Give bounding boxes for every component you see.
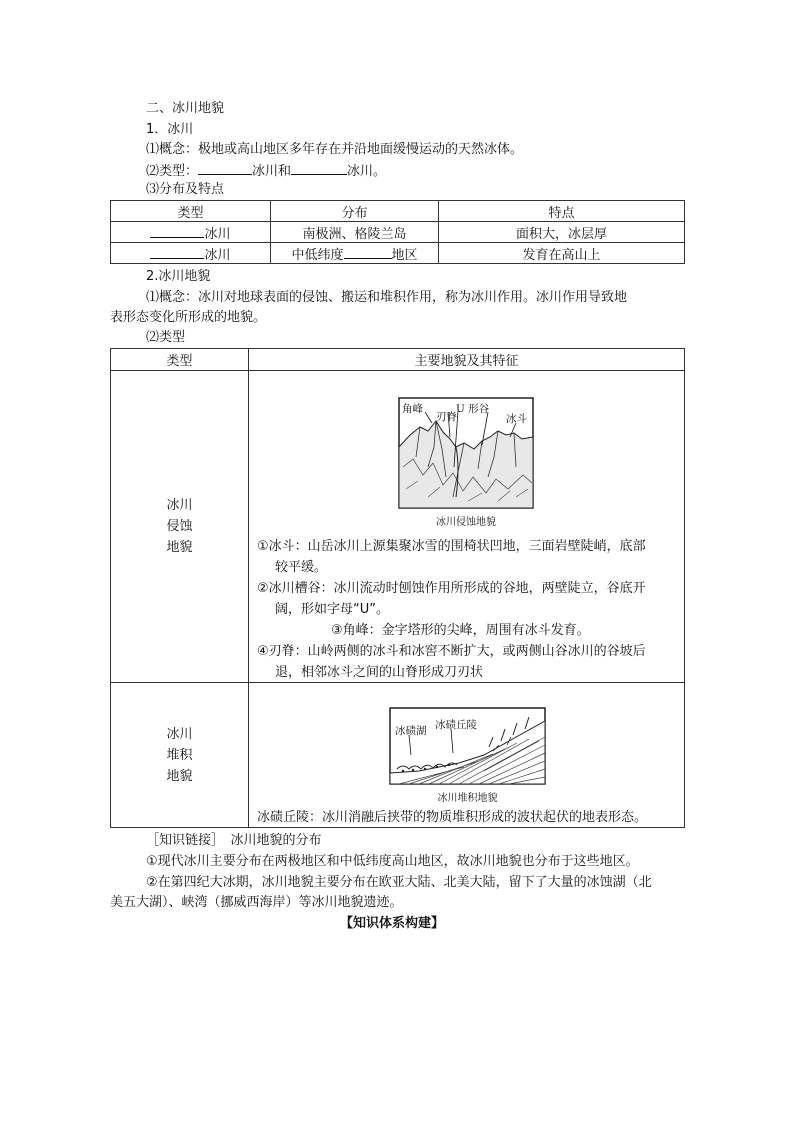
erosion-item: 阔，形如字母“U”。 bbox=[275, 602, 389, 617]
erosion-item: ④刃脊：山岭两侧的冰斗和冰窖不断扩大，或两侧山谷冰川的谷坡后 bbox=[257, 644, 646, 659]
erosion-item: ③角峰：金字塔形的尖峰，周围有冰斗发育。 bbox=[331, 623, 590, 638]
cell-type: 冰川 bbox=[204, 226, 231, 242]
cell-type: 冰川 bbox=[204, 247, 231, 263]
deposition-figure-caption: 冰川堆积地貌 bbox=[437, 793, 498, 804]
erosion-figure-caption: 冰川侵蚀地貌 bbox=[436, 517, 496, 528]
type-prefix: ⑵类型： bbox=[146, 164, 199, 179]
cell-feature: 面积大，冰层厚 bbox=[439, 222, 685, 243]
erosion-type-line: 冰川 bbox=[166, 498, 193, 513]
cell-distribution: 中低纬度 bbox=[291, 247, 344, 263]
fill-blank[interactable] bbox=[150, 245, 204, 259]
glacier-concept: ⑴概念：极地或高山地区多年存在并沿地面缓慢运动的天然冰体。 bbox=[146, 142, 524, 157]
col-header-feature: 特点 bbox=[439, 201, 685, 222]
fill-blank[interactable] bbox=[344, 245, 392, 259]
erosion-type-line: 地貌 bbox=[166, 540, 193, 555]
table-row bbox=[111, 222, 685, 243]
knowledge-link-title: ［知识链接］ 冰川地貌的分布 bbox=[146, 833, 322, 848]
cell-feature: 发育在高山上 bbox=[439, 243, 685, 264]
label-moraine-hills: 冰碛丘陵 bbox=[435, 719, 477, 731]
erosion-item: 退，相邻冰斗之间的山脊形成刀刃状 bbox=[275, 665, 484, 680]
cell-distribution: 南极洲、格陵兰岛 bbox=[271, 222, 439, 243]
col-header-distribution: 分布 bbox=[271, 201, 439, 222]
col-header-landform: 主要地貌及其特征 bbox=[249, 349, 685, 371]
knowledge-system-heading: 【知识体系构建】 bbox=[340, 916, 445, 931]
type-mid: 冰川和 bbox=[252, 164, 292, 179]
fill-blank[interactable] bbox=[291, 161, 347, 175]
fill-blank[interactable] bbox=[198, 161, 252, 175]
distribution-title: ⑶分布及特点 bbox=[146, 182, 225, 197]
deposition-type-line: 地貌 bbox=[166, 768, 193, 784]
label-u-valley: U 形谷 bbox=[456, 403, 490, 415]
fill-blank[interactable] bbox=[150, 224, 204, 238]
knowledge-link-p2-line2: 美五大湖）、峡湾（挪威西海岸）等冰川地貌遗迹。 bbox=[110, 895, 403, 910]
col-header-type: 类型 bbox=[111, 349, 249, 371]
deposition-type-line: 冰川 bbox=[166, 726, 193, 742]
cell-distribution-suffix: 地区 bbox=[391, 247, 418, 263]
landform-concept-line2: 表形态变化所形成的地貌。 bbox=[110, 310, 267, 325]
landform-type-title: ⑵类型 bbox=[146, 330, 186, 345]
subsection-title: 2.冰川地貌 bbox=[146, 269, 211, 284]
label-arete: 刃脊 bbox=[436, 411, 457, 423]
erosion-item: ①冰斗：山岳冰川上源集聚冰雪的围椅状凹地，三面岩壁陡峭，底部 bbox=[257, 539, 646, 554]
knowledge-link-p2-line1: ②在第四纪大冰期，冰川地貌主要分布在欧亚大陆、北美大陆，留下了大量的冰蚀湖（北 bbox=[146, 875, 652, 890]
label-cirque: 冰斗 bbox=[506, 413, 527, 425]
subsection-title: 1．冰川 bbox=[146, 122, 194, 137]
type-end: 冰川。 bbox=[347, 164, 387, 179]
deposition-type-line: 堆积 bbox=[166, 747, 193, 763]
deposition-figure bbox=[389, 707, 546, 804]
glacier-distribution-table bbox=[110, 200, 685, 264]
label-horn: 角峰 bbox=[402, 403, 423, 415]
col-header-type: 类型 bbox=[111, 201, 271, 222]
section-title: 二、冰川地貌 bbox=[146, 101, 225, 116]
landform-concept-line1: ⑴概念：冰川对地球表面的侵蚀、搬运和堆积作用，称为冰川作用。冰川作用导致地 bbox=[146, 290, 628, 305]
erosion-type-line: 侵蚀 bbox=[166, 519, 193, 534]
label-moraine-lake: 冰碛湖 bbox=[395, 725, 427, 737]
deposition-item: 冰碛丘陵：冰川消融后挟带的物质堆积形成的波状起伏的地表形态。 bbox=[257, 810, 648, 825]
table-row bbox=[111, 243, 685, 264]
erosion-figure bbox=[398, 397, 534, 530]
glacier-type-line bbox=[146, 161, 386, 181]
knowledge-link-p1: ①现代冰川主要分布在两极地区和中低纬度高山地区，故冰川地貌也分布于这些地区。 bbox=[146, 854, 639, 869]
erosion-item: 较平缓。 bbox=[275, 560, 328, 575]
erosion-item: ②冰川槽谷：冰川流动时刨蚀作用所形成的谷地，两壁陡立，谷底开 bbox=[257, 581, 646, 596]
